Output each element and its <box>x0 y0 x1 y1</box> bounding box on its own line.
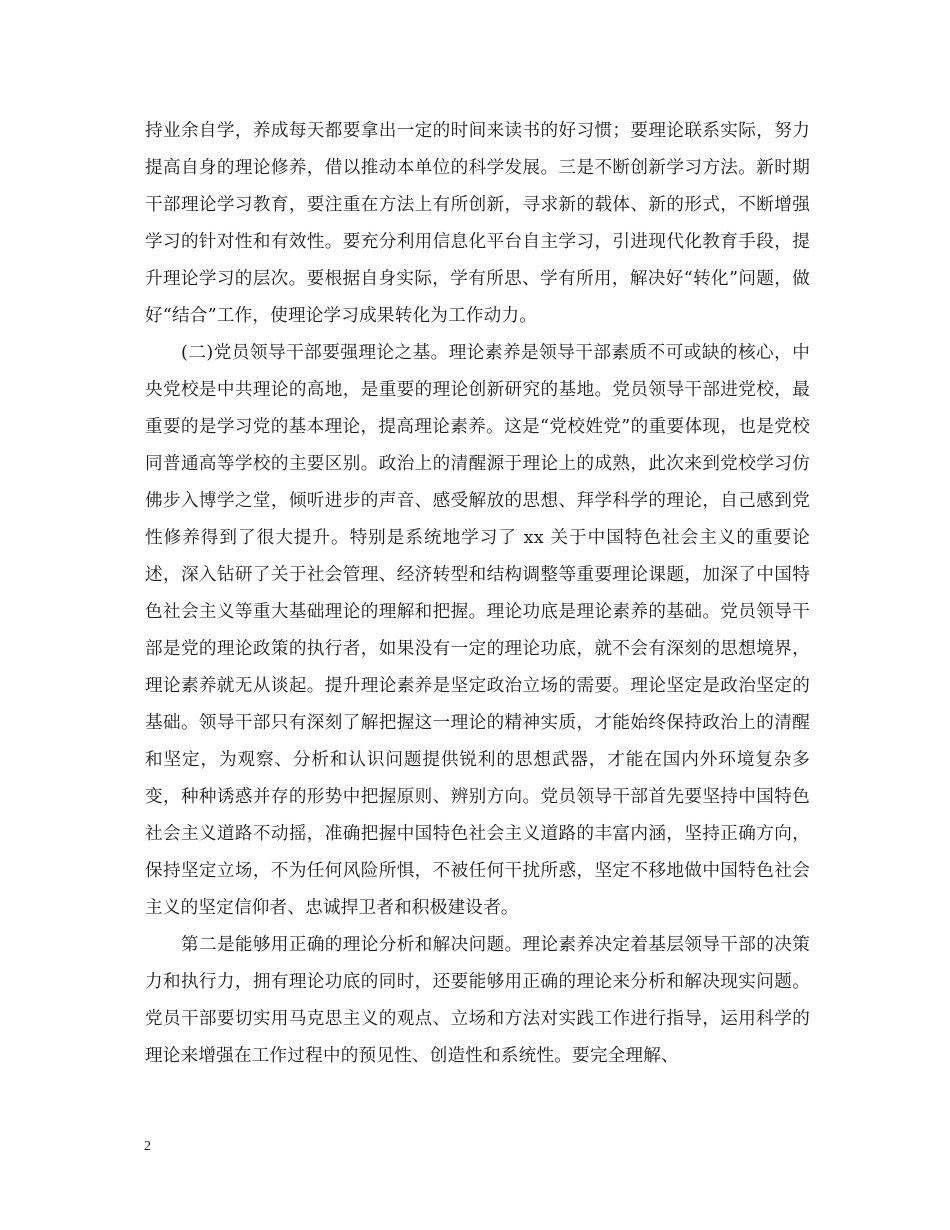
body-text <box>145 113 810 1075</box>
paragraph-theory-foundation: (二)党员领导干部要强理论之基。理论素养是领导干部素质不可或缺的核心，中央党校是中共理论的高地，是重要的理论创新研究的基地。党员领导干部进党校，最重要的是学习党的基本理论，提高理论素养。这是“党校姓党”的重要体现，也是党校同普通高等学校的主要区别。政治上的清醒源于理论上的成熟，此次来到党校学习仿佛步入博学之堂，倾听进步的声音、感受解放的思想、拜学科学的理论，自己感到党性修养得到了很大提升。特别是系统地学习了 xx 关于中国特色社会主义的重要论述，深入钻研了关于社会管理、经济转型和结构调整等重要理论课题，加深了中国特色社会主义等重大基础理论的理解和把握。理论功底是理论素养的基础。党员领导干部是党的理论政策的执行者，如果没有一定的理论功底，就不会有深刻的思想境界，理论素养就无从谈起。提升理论素养是坚定政治立场的需要。理论坚定是政治坚定的基础。领导干部只有深刻了解把握这一理论的精神实质，才能始终保持政治上的清醒和坚定，为观察、分析和认识问题提供锐利的思想武器，才能在国内外环境复杂多变，种种诱惑并存的形势中把握原则、辨别方向。党员领导干部首先要坚持中国特色社会主义道路不动摇，准确把握中国特色社会主义道路的丰富内涵，坚持正确方向，保持坚定立场，不为任何风险所惧，不被任何干扰所惑，坚定不移地做中国特色社会主义的坚定信仰者、忠诚捍卫者和积极建设者。 <box>145 343 810 918</box>
paragraph-apply-theory: 第二是能够用正确的理论分析和解决问题。理论素养决定着基层领导干部的决策力和执行力，拥有理论功底的同时，还要能够用正确的理论来分析和解决现实问题。党员干部要切实用马克思主义的观点、立场和方法对实践工作进行指导，运用科学的理论来增强在工作过程中的预见性、创造性和系统性。要完全理解、 <box>145 935 810 1066</box>
paragraph-continued: 持业余自学，养成每天都要拿出一定的时间来读书的好习惯；要理论联系实际，努力提高自身的理论修养，借以推动本单位的科学发展。三是不断创新学习方法。新时期干部理论学习教育，要注重在方法上有所创新，寻求新的载体、新的形式，不断增强学习的针对性和有效性。要充分利用信息化平台自主学习，引进现代化教育手段，提升理论学习的层次。要根据自身实际，学有所思、学有所用，解决好“转化”问题，做好“结合”工作，使理论学习成果转化为工作动力。 <box>145 121 810 326</box>
page-number: 2 <box>144 1139 151 1154</box>
